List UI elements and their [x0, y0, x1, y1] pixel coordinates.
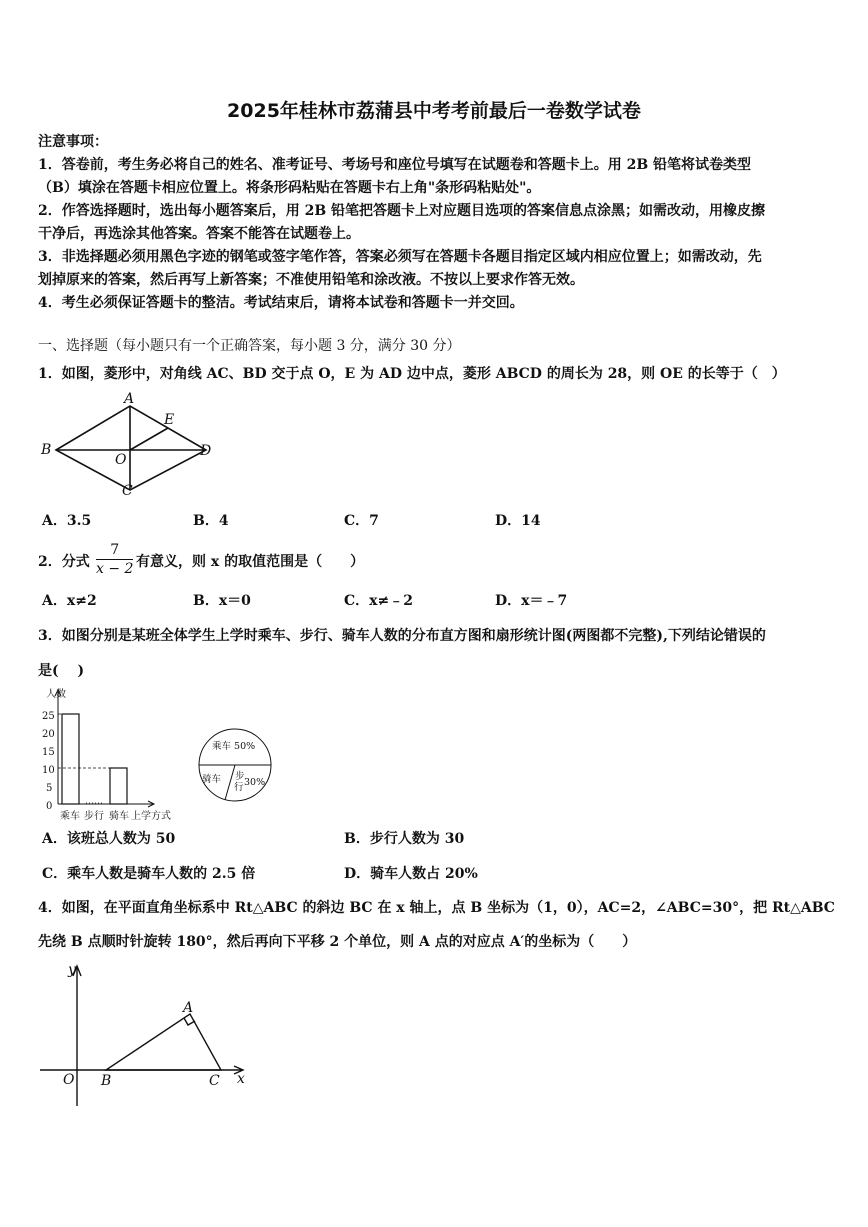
label-d: D — [200, 443, 212, 459]
notice-line-4: 干净后，再选涂其他答案。答案不能答在试题卷上。 — [38, 226, 360, 242]
section-heading: 一、选择题（每小题只有一个正确答案，每小题 3 分，满分 30 分） — [38, 338, 461, 354]
segment-oe — [130, 428, 168, 450]
q3-option-b[interactable]: B．步行人数为 30 — [344, 831, 465, 847]
bar-2 — [110, 768, 127, 804]
q2-option-a[interactable]: A．x≠2 — [42, 593, 97, 609]
label-c: C — [122, 483, 133, 499]
pie-label-walk-2: 行 — [234, 782, 244, 793]
bar-xlabel: 上学方式 — [131, 811, 171, 822]
bar-category-bike: 骑车 — [109, 811, 129, 822]
rhombus-figure — [38, 390, 228, 502]
bar-0 — [62, 714, 79, 804]
label-b: B — [41, 442, 52, 458]
rhombus-shape — [56, 406, 206, 490]
q1-option-c[interactable]: C．7 — [344, 513, 379, 529]
q4-stem-line-2: 先绕 B 点顺时针旋转 180°，然后再向下平移 2 个单位，则 A 点的对应点 A′的坐标为（ ） — [38, 934, 637, 950]
ytick-5: 5 — [46, 783, 53, 794]
label-point-c: C — [209, 1073, 220, 1089]
q2-fraction-denominator: x − 2 — [96, 561, 134, 577]
notice-heading: 注意事项： — [38, 134, 108, 150]
notice-line-1: 1．答卷前，考生务必将自己的姓名、准考证号、考场号和座位号填写在试题卷和答题卡上。用 2B 铅笔将试卷类型 — [38, 157, 752, 173]
label-x: x — [237, 1071, 245, 1087]
notice-line-7: 4．考生必须保证答题卡的整洁。考试结束后，请将本试卷和答题卡一并交回。 — [38, 295, 524, 311]
label-a: A — [124, 391, 135, 407]
q2-option-b[interactable]: B．x＝0 — [193, 593, 251, 609]
pie-label-walk-1: 步 — [235, 771, 245, 782]
triangle-abc — [106, 1014, 221, 1070]
notice-line-2: （B）填涂在答题卡相应位置上。将条形码粘贴在答题卡右上角"条形码粘贴处"。 — [38, 180, 541, 196]
label-y: y — [68, 962, 76, 978]
pie-label-bike: 骑车 — [202, 774, 222, 785]
q2-stem-pre: 2．分式 — [38, 554, 90, 570]
q2-option-c[interactable]: C．x≠﹣2 — [344, 593, 413, 609]
bar-category-walk: 步行 — [84, 811, 104, 822]
q2-fraction — [96, 541, 133, 578]
ytick-10: 10 — [42, 765, 55, 776]
bar-chart — [38, 686, 188, 822]
q3-stem-line-2: 是( ) — [38, 663, 85, 679]
pie-chart — [192, 722, 278, 808]
bar-ylabel: 人数 — [46, 689, 66, 700]
bar-category-car: 乘车 — [60, 811, 80, 822]
label-point-a: A — [183, 1000, 194, 1016]
q2-fraction-numerator: 7 — [96, 541, 133, 560]
q2-stem-post: 有意义，则 x 的取值范围是（ ） — [136, 554, 365, 570]
q3-option-c[interactable]: C．乘车人数是骑车人数的 2.5 倍 — [42, 866, 256, 882]
q2-option-d[interactable]: D．x＝﹣7 — [495, 593, 568, 609]
ytick-25: 25 — [42, 711, 55, 722]
q4-stem-line-1: 4．如图，在平面直角坐标系中 Rt△ABC 的斜边 BC 在 x 轴上，点 B 坐标为（1，0），AC=2，∠ABC=30°，把 Rt△ABC — [38, 900, 835, 916]
q3-stem-line-1: 3．如图分别是某班全体学生上学时乘车、步行、骑车人数的分布直方图和扇形统计图(两图都不完整),下列结论错误的 — [38, 628, 766, 644]
label-o: O — [115, 452, 127, 468]
q3-option-a[interactable]: A．该班总人数为 50 — [42, 831, 176, 847]
notice-line-5: 3．非选择题必须用黑色字迹的钢笔或签字笔作答，答案必须写在答题卡各题目指定区域内相应位置上；如需改动，先 — [38, 249, 762, 265]
notice-line-3: 2．作答选择题时，选出每小题答案后，用 2B 铅笔把答题卡上对应题目选项的答案信息点涂黑；如需改动，用橡皮擦 — [38, 203, 766, 219]
ytick-15: 15 — [42, 747, 55, 758]
q3-option-d[interactable]: D．骑车人数占 20% — [344, 866, 478, 882]
notice-line-6: 划掉原来的答案，然后再写上新答案；不准使用铅笔和涂改液。不按以上要求作答无效。 — [38, 272, 584, 288]
q1-option-a[interactable]: A．3.5 — [42, 513, 92, 529]
q1-option-d[interactable]: D．14 — [495, 513, 541, 529]
pie-label-car: 乘车 50% — [212, 741, 256, 752]
label-e: E — [164, 412, 175, 428]
label-origin: O — [63, 1072, 75, 1088]
page-title: 2025年桂林市荔蒲县中考考前最后一卷数学试卷 — [227, 100, 641, 122]
ytick-0: 0 — [46, 801, 53, 812]
label-point-b: B — [101, 1073, 112, 1089]
q1-option-b[interactable]: B．4 — [193, 513, 229, 529]
q1-stem: 1．如图，菱形中，对角线 AC、BD 交于点 O，E 为 AD 边中点，菱形 ABCD 的周长为 28，则 OE 的长等于（ ） — [38, 366, 786, 382]
coordinate-figure — [38, 960, 253, 1110]
ytick-20: 20 — [42, 729, 55, 740]
pie-label-walk-percent: 30% — [244, 777, 266, 788]
